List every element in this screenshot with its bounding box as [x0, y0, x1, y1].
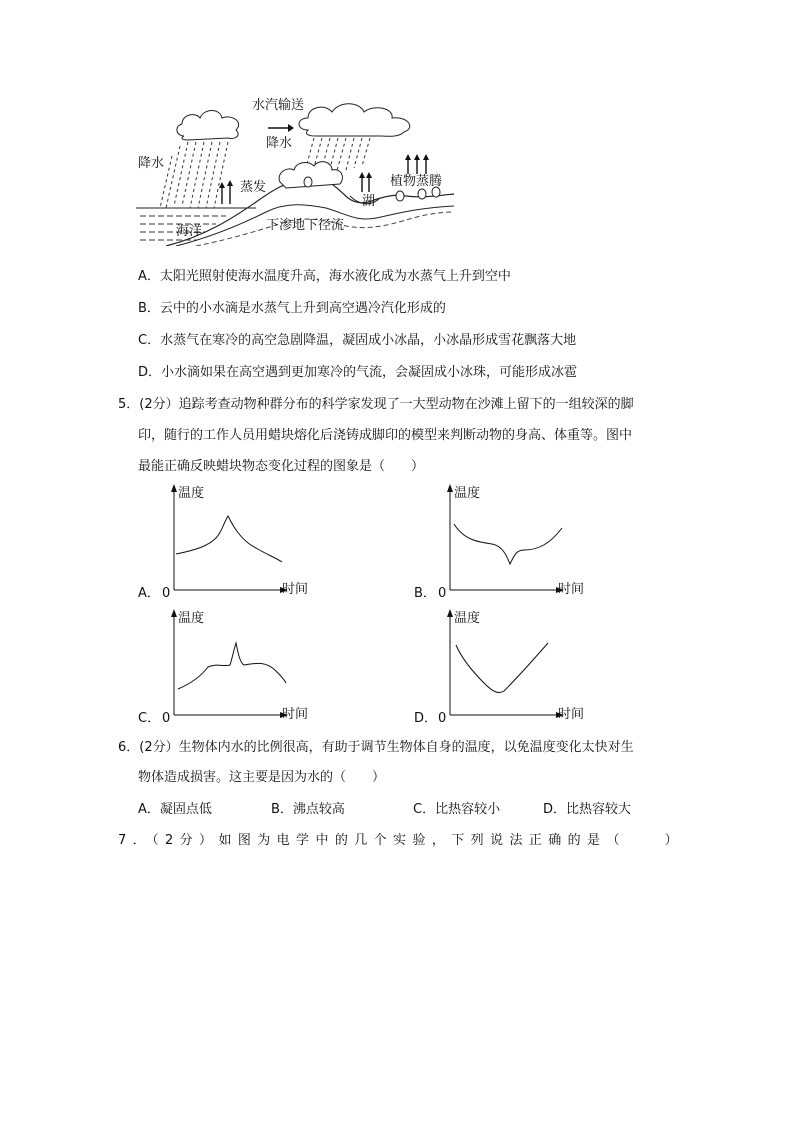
q6-option-text: 比热容较大	[566, 802, 632, 817]
q5-stem-line2: 印，随行的工作人员用蜡块熔化后浇铸成脚印的模型来判断动物的身高、体重等。图中	[138, 428, 633, 443]
q5-graph-d-letter: D．	[414, 711, 438, 726]
label-evaporation: 蒸发	[240, 180, 267, 195]
q7-stem-line1: 7．（2分）如图为电学中的几个实验，下列说法正确的是（ ）	[118, 833, 685, 848]
q6-option-text: 凝固点低	[159, 802, 212, 817]
q5-graph-b-ylabel: 温度	[454, 486, 481, 501]
q5-graph-b-origin: 0	[438, 586, 447, 601]
q5-graph-a-xlabel: 时间	[282, 582, 309, 597]
q4-option-b	[138, 300, 446, 318]
q6-option-text: 沸点较高	[292, 802, 345, 817]
q5-graph-c	[136, 609, 326, 729]
q5-graph-c-origin: 0	[162, 711, 171, 726]
q5-graph-a-ylabel: 温度	[178, 486, 205, 501]
q6-option-letter: B．	[271, 802, 293, 817]
q4-option-letter: C．	[138, 333, 161, 348]
q5-graph-c-letter: C．	[138, 711, 161, 726]
q5-stem-line1: 5．(2分）追踪考查动物种群分布的科学家发现了一大型动物在沙滩上留下的一组较深的脚	[118, 397, 634, 412]
q6-stem-line2: 物体造成损害。这主要是因为水的（ ）	[138, 770, 386, 785]
q5-graph-b-xlabel: 时间	[558, 582, 585, 597]
q5-graph-a-origin: 0	[162, 586, 171, 601]
q5-graph-b-letter: B．	[414, 586, 436, 601]
q5-graph-a	[136, 484, 326, 604]
q6-option-letter: D．	[543, 802, 567, 817]
q5-graph-a-letter: A．	[138, 586, 160, 601]
q4-option-text: 水蒸气在寒冷的高空急剧降温，凝固成小冰晶，小冰晶形成雪花飘落大地	[160, 333, 577, 348]
q5-graph-d-origin: 0	[438, 711, 447, 726]
label-runoff: 下渗地下径流	[266, 218, 345, 233]
label-precipitation-right: 降水	[266, 136, 293, 151]
q6-option-text: 比热容较小	[435, 802, 501, 817]
label-transpiration: 植物蒸腾	[390, 174, 443, 189]
q4-option-text: 太阳光照射使海水温度升高，海水液化成为水蒸气上升到空中	[159, 269, 511, 284]
label-ocean: 海洋	[176, 224, 203, 239]
q4-option-d	[138, 364, 577, 382]
q6-option-b	[271, 801, 345, 819]
q4-option-text: 小水滴如果在高空遇到更加寒冷的气流，会凝固成小冰珠，可能形成冰雹	[161, 365, 578, 380]
q5-graph-d-xlabel: 时间	[558, 707, 585, 722]
q6-option-letter: C．	[413, 802, 436, 817]
q5-graph-b	[412, 484, 602, 604]
q4-option-letter: B．	[138, 301, 160, 316]
label-transport: 水汽输送	[252, 98, 305, 113]
q5-graph-d-ylabel: 温度	[454, 611, 481, 626]
q6-option-d	[543, 801, 631, 819]
q5-graph-d	[412, 609, 602, 729]
q4-option-c	[138, 332, 576, 350]
q6-stem-line1: 6．(2分）生物体内水的比例很高，有助于调节生物体自身的温度，以免温度变化太快对生	[118, 740, 634, 755]
q6-option-c	[413, 801, 500, 819]
q6-option-letter: A．	[138, 802, 160, 817]
label-precipitation-left: 降水	[138, 156, 165, 171]
q6-option-a	[138, 801, 212, 819]
label-lake: 湖	[362, 194, 376, 209]
q4-option-letter: D．	[138, 365, 162, 380]
q5-stem-line3: 最能正确反映蜡块物态变化过程的图象是（ ）	[138, 459, 425, 474]
q4-option-letter: A．	[138, 269, 160, 284]
q4-option-text: 云中的小水滴是水蒸气上升到高空遇冷汽化形成的	[159, 301, 446, 316]
q5-graph-c-ylabel: 温度	[178, 611, 205, 626]
q5-graph-c-xlabel: 时间	[282, 707, 309, 722]
q4-option-a	[138, 268, 511, 286]
water-cycle-diagram	[136, 96, 456, 246]
